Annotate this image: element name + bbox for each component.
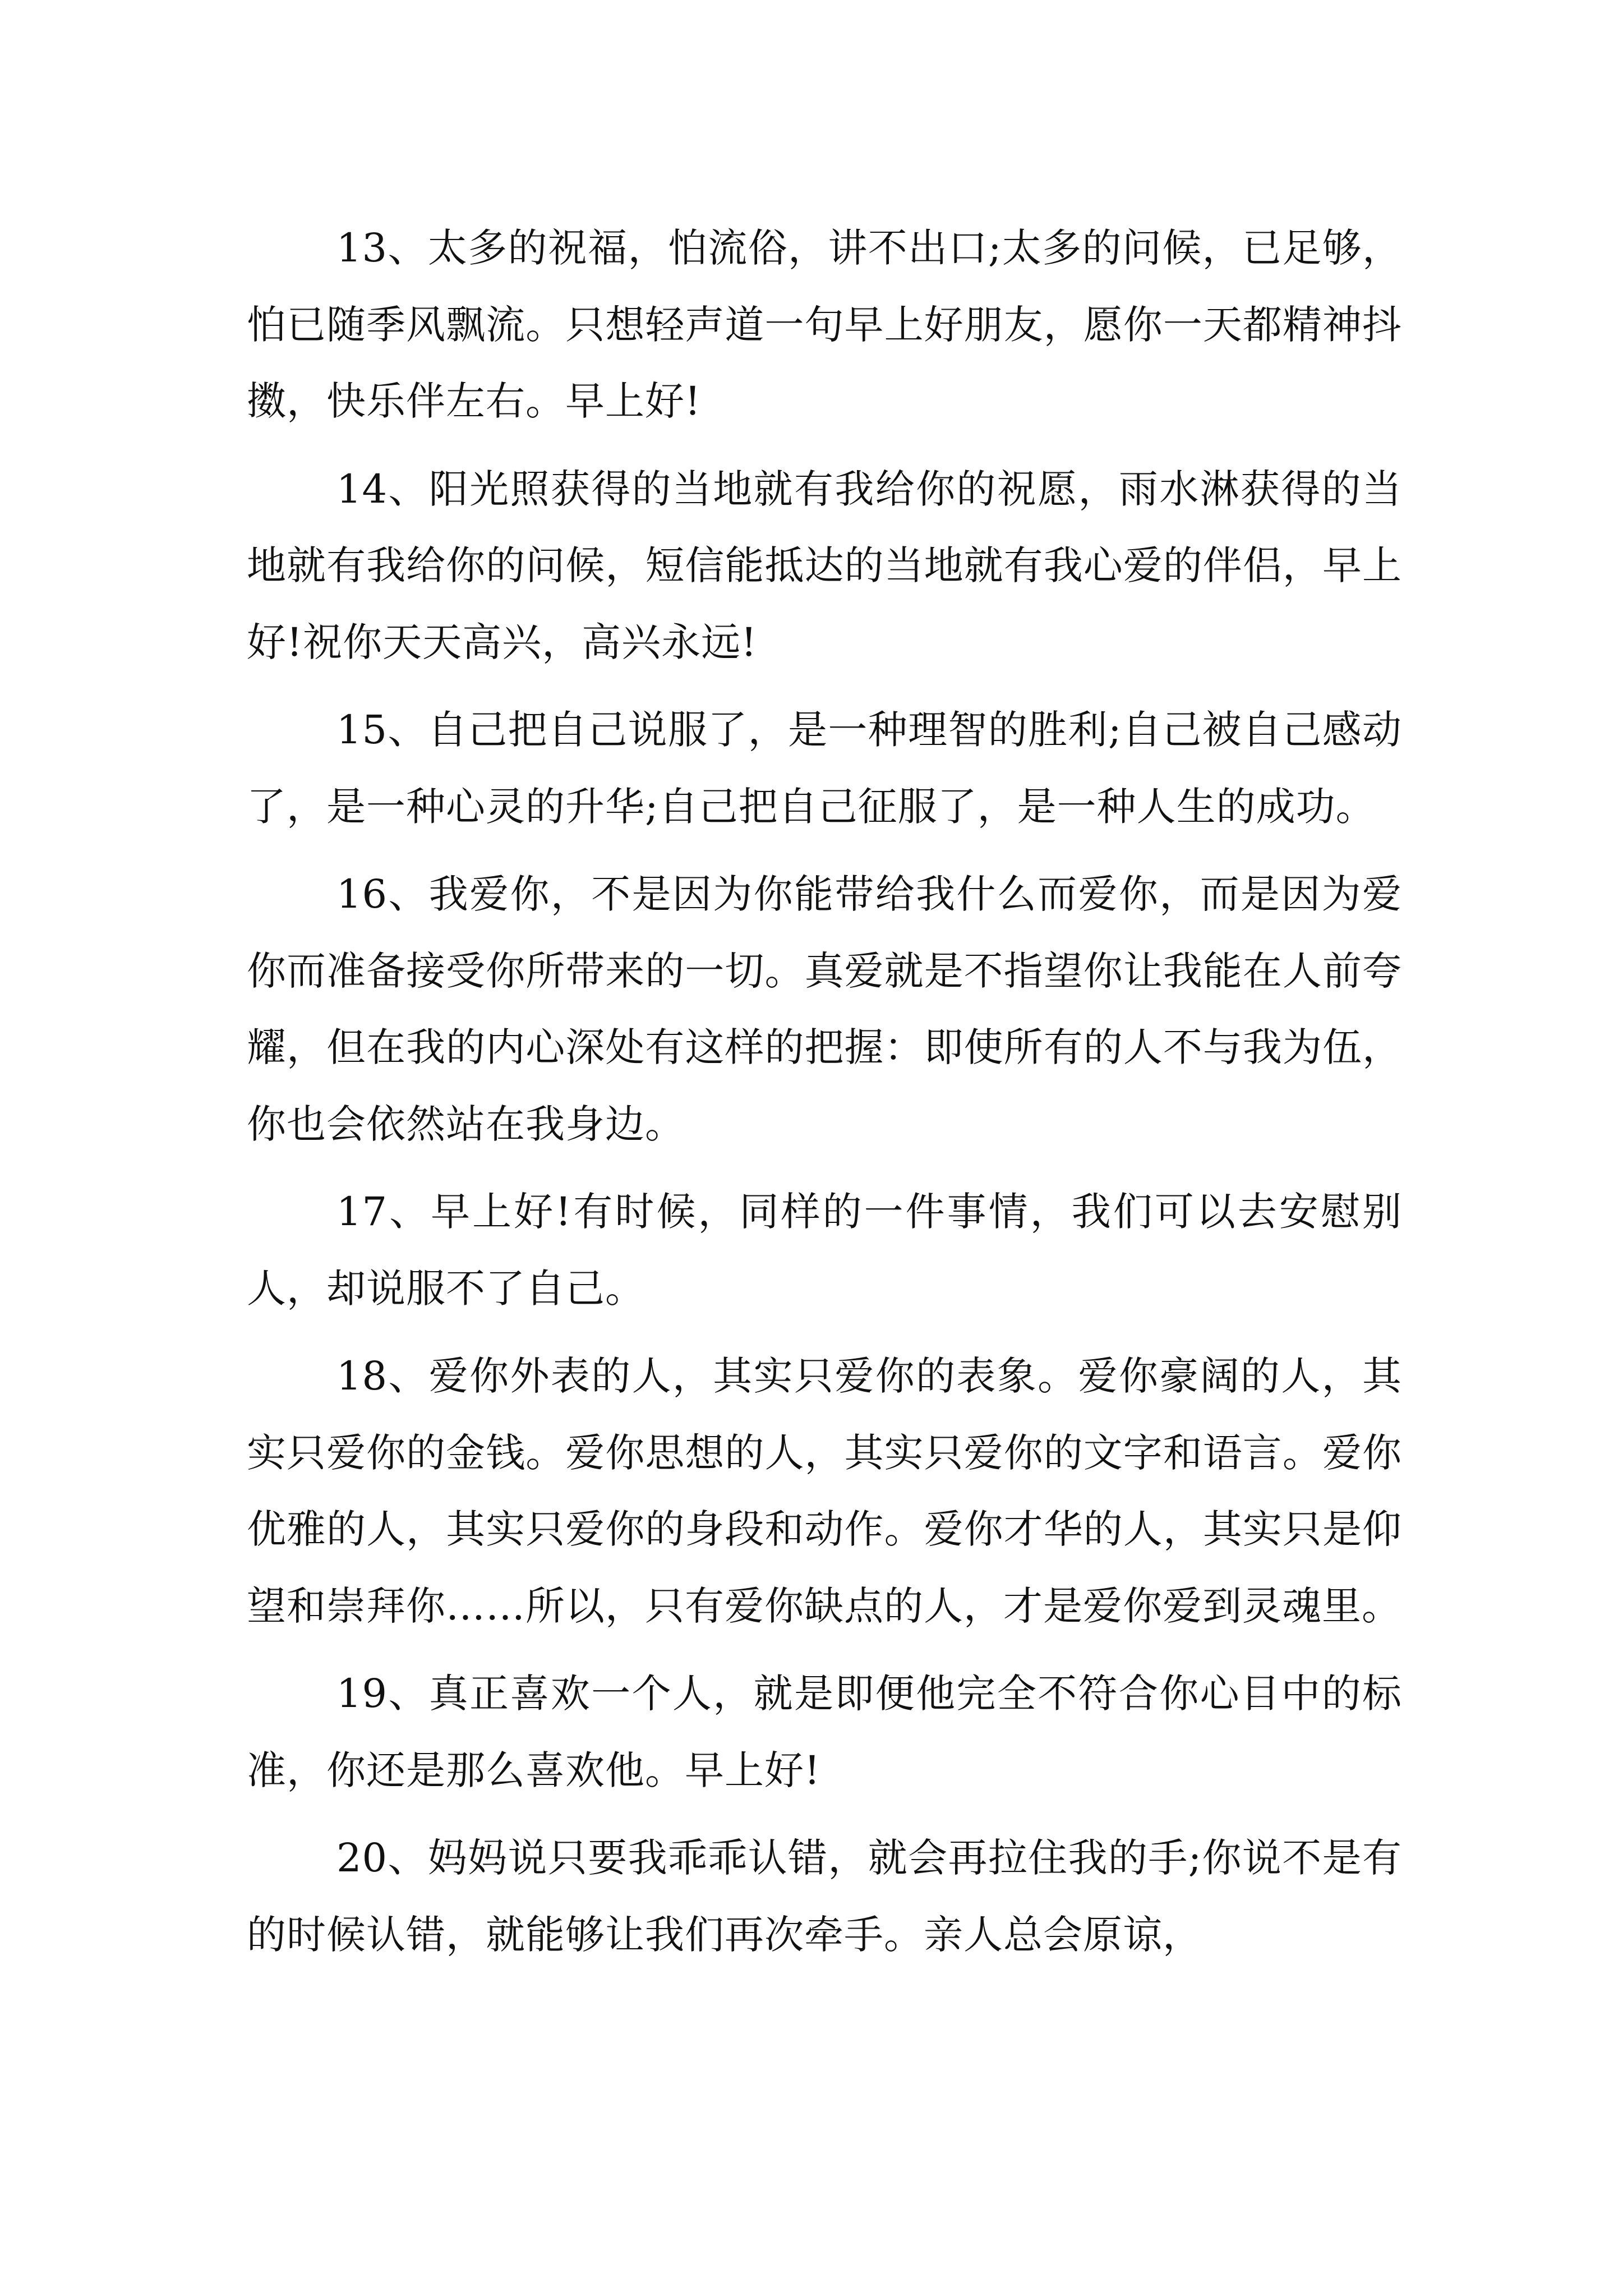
- paragraph-14: 14、阳光照获得的当地就有我给你的祝愿，雨水淋获得的当地就有我给你的问候，短信能抵达的当地就有我心爱的伴侣，早上好!祝你天天高兴，高兴永远!: [247, 466, 1402, 665]
- paragraph-20: 20、妈妈说只要我乖乖认错，就会再拉住我的手;你说不是有的时候认错，就能够让我们再次牵手。亲人总会原谅，: [247, 1835, 1402, 1958]
- paragraph-13: 13、太多的祝福，怕流俗，讲不出口;太多的问候，已足够，怕已随季风飘流。只想轻声道一句早上好朋友，愿你一天都精神抖擞，快乐伴左右。早上好!: [247, 225, 1402, 424]
- paragraph-15: 15、自己把自己说服了，是一种理智的胜利;自己被自己感动了，是一种心灵的升华;自己把自己征服了，是一种人生的成功。: [247, 707, 1402, 830]
- paragraph-18: 18、爱你外表的人，其实只爱你的表象。爱你豪阔的人，其实只爱你的金钱。爱你思想的人，其实只爱你的文字和语言。爱你优雅的人，其实只爱你的身段和动作。爱你才华的人，其实只是仰望和崇拜你……所以，只有爱你缺点的人，才是爱你爱到灵魂里。: [247, 1353, 1402, 1629]
- paragraph-16: 16、我爱你，不是因为你能带给我什么而爱你，而是因为爱你而准备接受你所带来的一切。真爱就是不指望你让我能在人前夸耀，但在我的内心深处有这样的把握：即使所有的人不与我为伍，你也会依然站在我身边。: [247, 871, 1402, 1147]
- paragraph-19: 19、真正喜欢一个人，就是即便他完全不符合你心目中的标准，你还是那么喜欢他。早上好!: [247, 1671, 1402, 1793]
- document-body: [247, 210, 1402, 1984]
- paragraph-17: 17、早上好!有时候，同样的一件事情，我们可以去安慰别人，却说服不了自己。: [247, 1189, 1402, 1312]
